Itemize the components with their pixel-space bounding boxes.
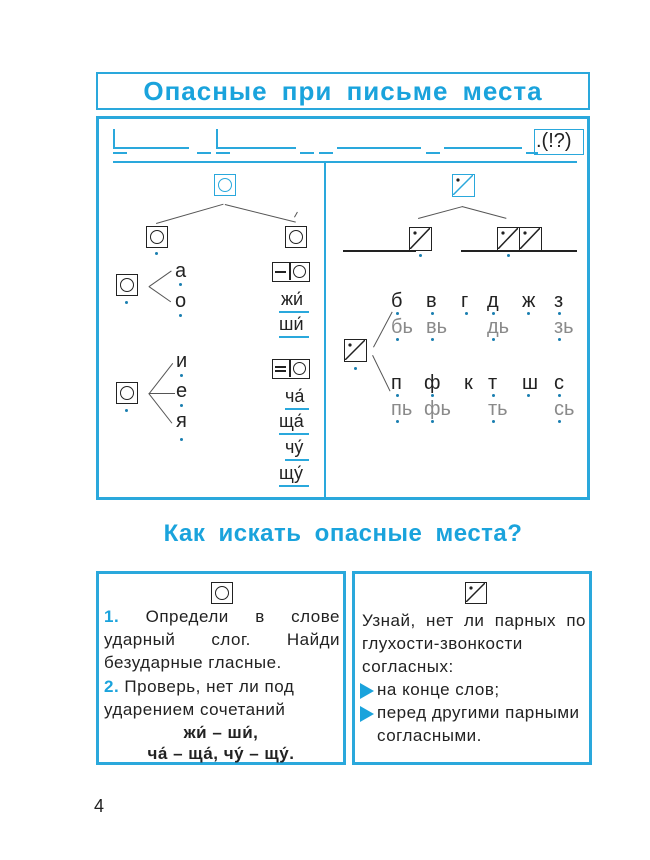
- card-intro: Узнай, нет ли парных по глухости-звонкости согласных:: [362, 611, 586, 676]
- step-number: 1.: [104, 607, 120, 626]
- soft-consonant: пь: [391, 398, 413, 420]
- soft-consonant: дь: [487, 316, 510, 338]
- soft-consonant: ть: [488, 398, 508, 420]
- consonant-letter: д: [487, 290, 499, 312]
- soft-consonant: фь: [424, 398, 451, 420]
- vowel-icon: [211, 582, 233, 604]
- bullet-item: на конце слов;: [360, 678, 588, 701]
- page-title: Опасные при письме места: [143, 75, 543, 106]
- paired-consonant-icon: [344, 339, 367, 362]
- vowel-letter: о: [175, 290, 187, 312]
- vowel-check-card: [96, 571, 346, 765]
- combo-line: ча́ – ща́, чу́ – щу́.: [147, 744, 295, 763]
- soft-consonant: зь: [554, 316, 574, 338]
- column-divider: [324, 163, 326, 497]
- consonant-letter: ф: [424, 372, 441, 394]
- syllable: чу́: [285, 437, 304, 457]
- consonant-letter: б: [391, 290, 403, 312]
- consonant-icon: [452, 174, 475, 197]
- section-title: Как искать опасные места?: [163, 520, 523, 547]
- consonant-letter: г: [461, 290, 469, 312]
- consonant-letter: п: [391, 372, 402, 394]
- vowel-letter: и: [176, 350, 188, 372]
- stressed-vowel-icon: [285, 226, 307, 248]
- combo-line: жи́ – ши́,: [183, 723, 259, 742]
- consonant-cluster-icon: [519, 227, 542, 251]
- consonant-letter: с: [554, 372, 564, 394]
- arrow-bullet-icon: [360, 706, 374, 722]
- hushing-consonant-scheme: [272, 262, 310, 282]
- page-number: 4: [94, 796, 105, 816]
- syllable: жи́: [281, 289, 304, 309]
- vowel-icon: [214, 174, 236, 196]
- step-text: Определи в слове ударный слог. Найди безударные гласные.: [104, 607, 340, 672]
- step-text: Проверь, нет ли под ударением сочетаний: [104, 677, 295, 719]
- soft-consonant: вь: [426, 316, 448, 338]
- syllable: ши́: [279, 314, 304, 334]
- unstressed-vowel-icon: [116, 274, 138, 296]
- consonant-letter: ж: [522, 290, 536, 312]
- page-title-box: [96, 72, 590, 110]
- consonant-letter: ш: [522, 372, 539, 394]
- vowel-letter: а: [175, 260, 187, 282]
- syllable: ща́: [279, 411, 304, 431]
- syllable: щу́: [279, 463, 304, 483]
- hushing-consonant-scheme: [272, 359, 310, 379]
- consonant-letter: т: [488, 372, 498, 394]
- consonant-letter: з: [554, 290, 564, 312]
- consonant-check-card: [352, 571, 592, 765]
- final-consonant-icon: [409, 227, 432, 251]
- sentence-end-mark: .(!?): [536, 130, 572, 152]
- step-number: 2.: [104, 677, 120, 696]
- arrow-bullet-icon: [360, 683, 374, 699]
- consonant-cluster-icon: [497, 227, 520, 251]
- bullet-item: перед другими парными согласными.: [360, 701, 588, 747]
- soft-consonant: бь: [391, 316, 413, 338]
- unstressed-vowel-icon: [146, 226, 168, 248]
- vowel-letter: я: [176, 410, 187, 432]
- soft-consonant: сь: [554, 398, 575, 420]
- consonant-icon: [465, 582, 487, 604]
- consonant-letter: к: [464, 372, 473, 394]
- syllable: ча́: [285, 386, 305, 406]
- dangerous-places-diagram: [96, 116, 590, 500]
- consonant-letter: в: [426, 290, 437, 312]
- unstressed-vowel-icon: [116, 382, 138, 404]
- vowel-letter: е: [176, 380, 188, 402]
